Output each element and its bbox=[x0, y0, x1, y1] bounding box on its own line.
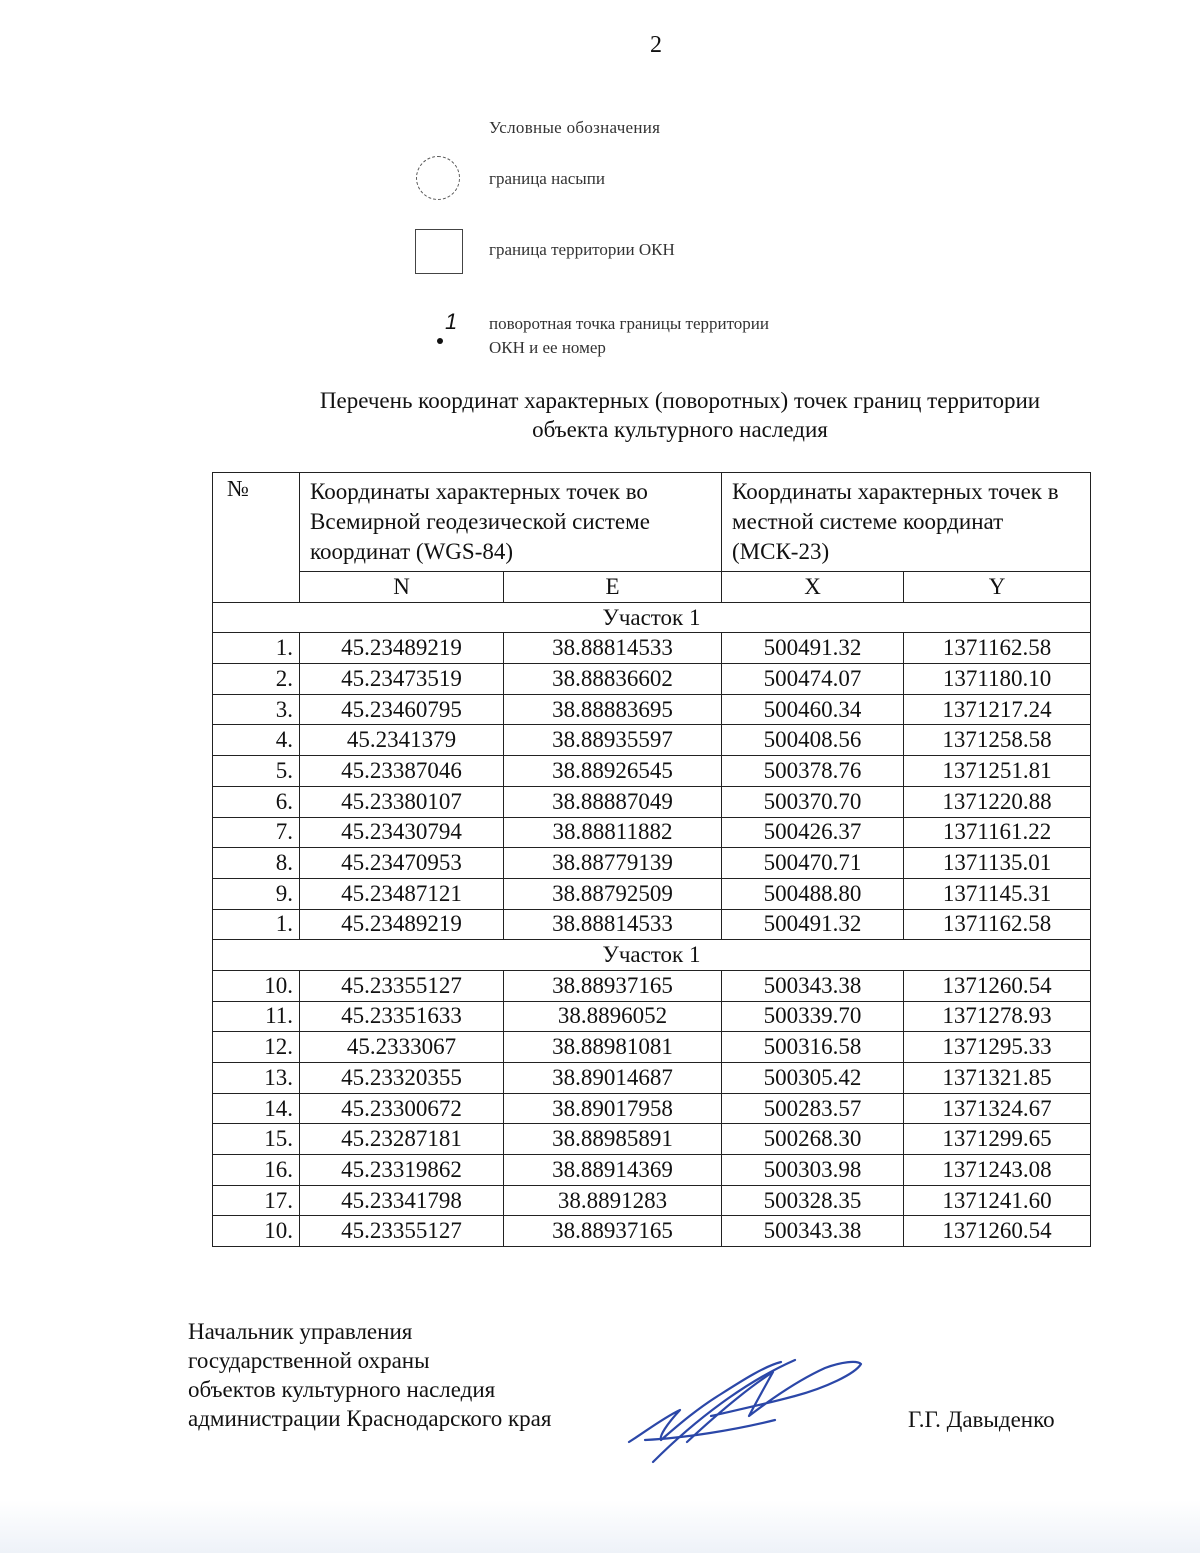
dashed-circle-icon bbox=[416, 156, 460, 200]
coord-x-cell: 500328.35 bbox=[722, 1185, 904, 1216]
coord-y-cell: 1371251.81 bbox=[904, 756, 1091, 787]
point-number-cell: 10. bbox=[213, 970, 300, 1001]
point-number-cell: 11. bbox=[213, 1001, 300, 1032]
coord-e-cell: 38.8896052 bbox=[504, 1001, 722, 1032]
signature-block bbox=[188, 1317, 551, 1433]
coord-x-cell: 500370.70 bbox=[722, 786, 904, 817]
position-line2: государственной охраны bbox=[188, 1348, 430, 1373]
coord-n-cell: 45.2333067 bbox=[300, 1032, 504, 1063]
header-number: № bbox=[213, 473, 300, 603]
point-number-cell: 1. bbox=[213, 909, 300, 940]
legend-item-embankment: граница насыпи bbox=[489, 169, 605, 188]
coord-y-cell: 1371220.88 bbox=[904, 786, 1091, 817]
coord-y-cell: 1371299.65 bbox=[904, 1124, 1091, 1155]
coord-e-cell: 38.89014687 bbox=[504, 1063, 722, 1094]
coordinates-table bbox=[212, 472, 1091, 1247]
coord-n-cell: 45.23460795 bbox=[300, 694, 504, 725]
document-title-line2: объекта культурного наследия bbox=[532, 417, 828, 442]
coord-y-cell: 1371241.60 bbox=[904, 1185, 1091, 1216]
legend-item-turning-point-line1: поворотная точка границы территории bbox=[489, 314, 769, 333]
coord-x-cell: 500339.70 bbox=[722, 1001, 904, 1032]
coord-e-cell: 38.89017958 bbox=[504, 1093, 722, 1124]
coord-y-cell: 1371135.01 bbox=[904, 848, 1091, 879]
coord-x-cell: 500460.34 bbox=[722, 694, 904, 725]
coord-n-cell: 45.23300672 bbox=[300, 1093, 504, 1124]
coord-e-cell: 38.88981081 bbox=[504, 1032, 722, 1063]
coord-n-cell: 45.23287181 bbox=[300, 1124, 504, 1155]
table-row bbox=[213, 1185, 1091, 1216]
coord-n-cell: 45.23470953 bbox=[300, 848, 504, 879]
point-number-cell: 7. bbox=[213, 817, 300, 848]
table-row bbox=[213, 756, 1091, 787]
coord-x-cell: 500408.56 bbox=[722, 725, 904, 756]
coord-e-cell: 38.88985891 bbox=[504, 1124, 722, 1155]
table-row bbox=[213, 1093, 1091, 1124]
point-number-cell: 17. bbox=[213, 1185, 300, 1216]
legend-item-turning-point-line2: ОКН и ее номер bbox=[489, 338, 606, 357]
handwritten-signature bbox=[625, 1350, 865, 1465]
section-row bbox=[213, 602, 1091, 633]
coord-e-cell: 38.88814533 bbox=[504, 633, 722, 664]
position-line3: объектов культурного наследия bbox=[188, 1377, 496, 1402]
legend-title: Условные обозначения bbox=[489, 118, 661, 137]
coord-x-cell: 500268.30 bbox=[722, 1124, 904, 1155]
coord-y-cell: 1371260.54 bbox=[904, 1216, 1091, 1247]
coord-y-cell: 1371321.85 bbox=[904, 1063, 1091, 1094]
coord-x-cell: 500316.58 bbox=[722, 1032, 904, 1063]
coord-n-cell: 45.23387046 bbox=[300, 756, 504, 787]
square-icon bbox=[415, 229, 463, 274]
coord-x-cell: 500343.38 bbox=[722, 1216, 904, 1247]
point-number-cell: 4. bbox=[213, 725, 300, 756]
coord-x-cell: 500305.42 bbox=[722, 1063, 904, 1094]
coord-y-cell: 1371260.54 bbox=[904, 970, 1091, 1001]
header-msk23: Координаты характерных точек в местной системе координат (МСК-23) bbox=[722, 473, 1091, 572]
signatory-name: Г.Г. Давыденко bbox=[908, 1407, 1055, 1432]
coord-y-cell: 1371162.58 bbox=[904, 633, 1091, 664]
coord-x-cell: 500491.32 bbox=[722, 909, 904, 940]
coord-e-cell: 38.88926545 bbox=[504, 756, 722, 787]
coord-n-cell: 45.2341379 bbox=[300, 725, 504, 756]
table-row bbox=[213, 633, 1091, 664]
coord-e-cell: 38.88937165 bbox=[504, 970, 722, 1001]
coord-n-cell: 45.23430794 bbox=[300, 817, 504, 848]
coord-x-cell: 500283.57 bbox=[722, 1093, 904, 1124]
coord-n-cell: 45.23355127 bbox=[300, 1216, 504, 1247]
point-dot-icon bbox=[437, 338, 443, 344]
subheader-y: Y bbox=[904, 572, 1091, 603]
coord-n-cell: 45.23341798 bbox=[300, 1185, 504, 1216]
position-line1: Начальник управления bbox=[188, 1319, 413, 1344]
coord-y-cell: 1371258.58 bbox=[904, 725, 1091, 756]
coord-e-cell: 38.88811882 bbox=[504, 817, 722, 848]
point-number-cell: 1. bbox=[213, 633, 300, 664]
coord-n-cell: 45.23380107 bbox=[300, 786, 504, 817]
table-body bbox=[213, 602, 1091, 1246]
coord-y-cell: 1371324.67 bbox=[904, 1093, 1091, 1124]
coord-x-cell: 500491.32 bbox=[722, 633, 904, 664]
coord-e-cell: 38.88914369 bbox=[504, 1155, 722, 1186]
point-number-cell: 2. bbox=[213, 664, 300, 695]
point-number-cell: 9. bbox=[213, 878, 300, 909]
coord-x-cell: 500474.07 bbox=[722, 664, 904, 695]
page-number: 2 bbox=[650, 32, 662, 58]
table-row bbox=[213, 909, 1091, 940]
legend-item-territory: граница территории ОКН bbox=[489, 240, 675, 259]
point-number-cell: 5. bbox=[213, 756, 300, 787]
coord-y-cell: 1371243.08 bbox=[904, 1155, 1091, 1186]
coord-n-cell: 45.23355127 bbox=[300, 970, 504, 1001]
position-line4: администрации Краснодарского края bbox=[188, 1406, 552, 1431]
table-row bbox=[213, 970, 1091, 1001]
legend-item-turning-point bbox=[489, 312, 769, 360]
coord-y-cell: 1371217.24 bbox=[904, 694, 1091, 725]
coord-e-cell: 38.88836602 bbox=[504, 664, 722, 695]
table-row bbox=[213, 817, 1091, 848]
section-title: Участок 1 bbox=[213, 602, 1091, 633]
coord-n-cell: 45.23319862 bbox=[300, 1155, 504, 1186]
coord-e-cell: 38.8891283 bbox=[504, 1185, 722, 1216]
coord-x-cell: 500488.80 bbox=[722, 878, 904, 909]
coord-x-cell: 500378.76 bbox=[722, 756, 904, 787]
subheader-n: N bbox=[300, 572, 504, 603]
coord-y-cell: 1371161.22 bbox=[904, 817, 1091, 848]
point-number-cell: 8. bbox=[213, 848, 300, 879]
coord-e-cell: 38.88937165 bbox=[504, 1216, 722, 1247]
scan-edge bbox=[0, 1500, 1200, 1553]
coord-y-cell: 1371145.31 bbox=[904, 878, 1091, 909]
coord-n-cell: 45.23320355 bbox=[300, 1063, 504, 1094]
table-row bbox=[213, 664, 1091, 695]
table-row bbox=[213, 694, 1091, 725]
coord-x-cell: 500426.37 bbox=[722, 817, 904, 848]
coord-e-cell: 38.88792509 bbox=[504, 878, 722, 909]
header-wgs84: Координаты характерных точек во Всемирной геодезической системе координат (WGS-84) bbox=[300, 473, 722, 572]
coord-n-cell: 45.23487121 bbox=[300, 878, 504, 909]
coord-n-cell: 45.23351633 bbox=[300, 1001, 504, 1032]
point-number-cell: 3. bbox=[213, 694, 300, 725]
table-row bbox=[213, 1032, 1091, 1063]
table-row bbox=[213, 786, 1091, 817]
point-number-cell: 14. bbox=[213, 1093, 300, 1124]
point-number-cell: 10. bbox=[213, 1216, 300, 1247]
coord-y-cell: 1371295.33 bbox=[904, 1032, 1091, 1063]
document-title bbox=[180, 386, 1180, 444]
point-number-cell: 16. bbox=[213, 1155, 300, 1186]
table-row bbox=[213, 1216, 1091, 1247]
point-number-cell: 13. bbox=[213, 1063, 300, 1094]
table-row bbox=[213, 1001, 1091, 1032]
coord-e-cell: 38.88935597 bbox=[504, 725, 722, 756]
subheader-e: E bbox=[504, 572, 722, 603]
point-number-icon: 1 bbox=[445, 309, 458, 334]
point-number-cell: 6. bbox=[213, 786, 300, 817]
coord-x-cell: 500343.38 bbox=[722, 970, 904, 1001]
table-row bbox=[213, 878, 1091, 909]
section-title: Участок 1 bbox=[213, 940, 1091, 971]
coord-x-cell: 500470.71 bbox=[722, 848, 904, 879]
table-row bbox=[213, 725, 1091, 756]
table-row bbox=[213, 1063, 1091, 1094]
coord-x-cell: 500303.98 bbox=[722, 1155, 904, 1186]
coord-y-cell: 1371162.58 bbox=[904, 909, 1091, 940]
point-number-cell: 12. bbox=[213, 1032, 300, 1063]
document-title-line1: Перечень координат характерных (поворотных) точек границ территории bbox=[319, 388, 1041, 413]
table-row bbox=[213, 848, 1091, 879]
coord-e-cell: 38.88779139 bbox=[504, 848, 722, 879]
subheader-x: X bbox=[722, 572, 904, 603]
coord-n-cell: 45.23489219 bbox=[300, 633, 504, 664]
table-row bbox=[213, 1124, 1091, 1155]
section-row bbox=[213, 940, 1091, 971]
coord-e-cell: 38.88814533 bbox=[504, 909, 722, 940]
table-row bbox=[213, 1155, 1091, 1186]
coord-n-cell: 45.23473519 bbox=[300, 664, 504, 695]
point-number-cell: 15. bbox=[213, 1124, 300, 1155]
coord-n-cell: 45.23489219 bbox=[300, 909, 504, 940]
coord-e-cell: 38.88883695 bbox=[504, 694, 722, 725]
coord-y-cell: 1371180.10 bbox=[904, 664, 1091, 695]
coord-e-cell: 38.88887049 bbox=[504, 786, 722, 817]
coord-y-cell: 1371278.93 bbox=[904, 1001, 1091, 1032]
